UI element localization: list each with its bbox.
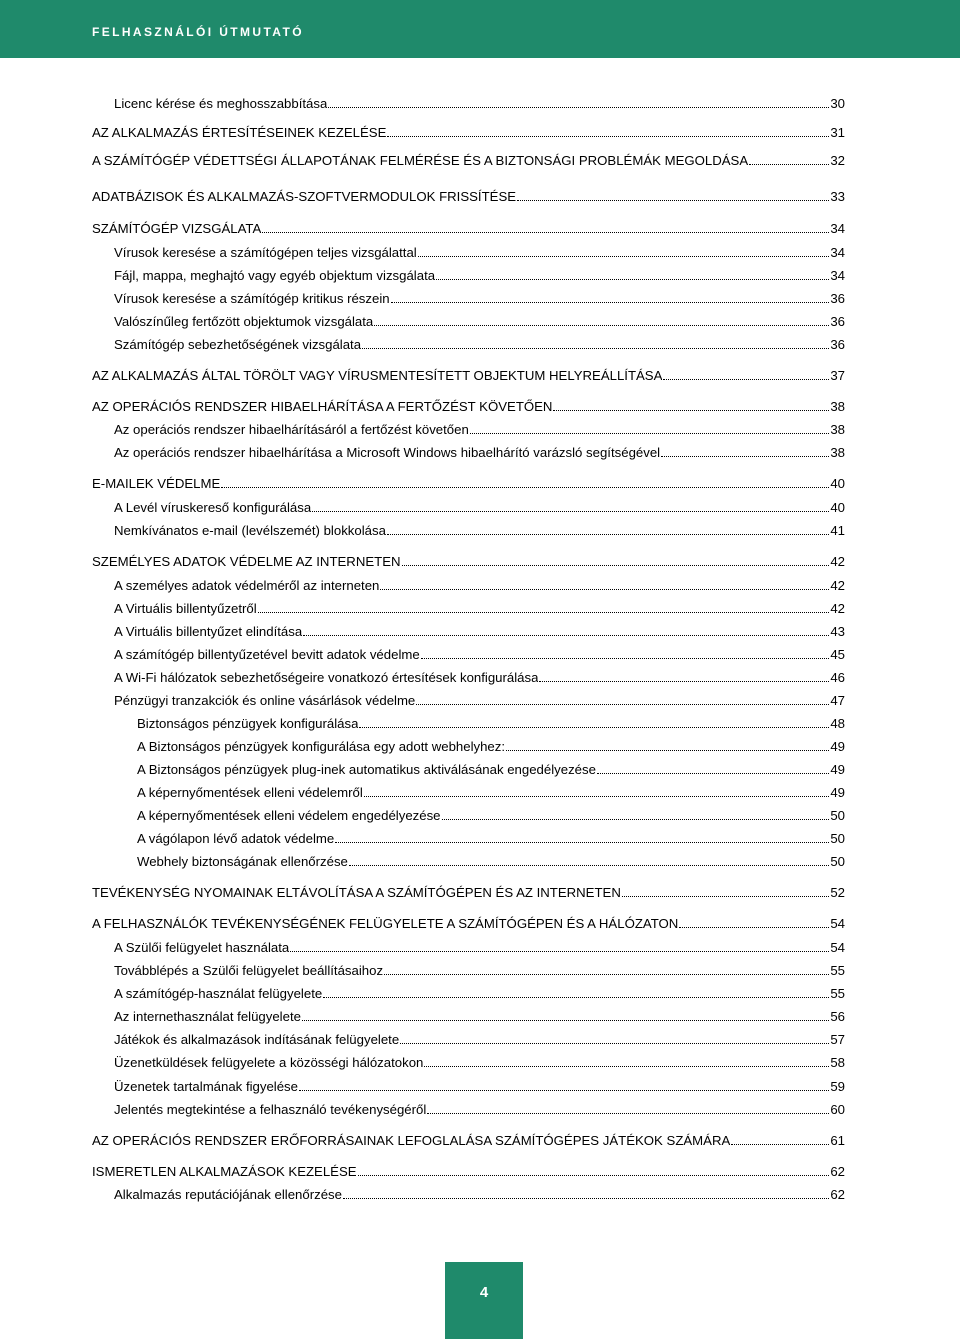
toc-entry[interactable] xyxy=(92,914,845,934)
dot-leader xyxy=(387,135,829,137)
toc-entry[interactable] xyxy=(92,883,845,903)
toc-entry[interactable] xyxy=(114,1077,845,1097)
toc-entry-title: Továbblépés a Szülői felügyelet beállításaihoz xyxy=(114,963,384,978)
dot-leader xyxy=(258,611,830,613)
toc-entry-title: A vágólapon lévő adatok védelme xyxy=(137,831,335,846)
dot-leader xyxy=(553,409,829,411)
dot-leader xyxy=(262,231,829,233)
toc-entry-title: Nemkívánatos e-mail (levélszemét) blokkolása xyxy=(114,523,386,538)
toc-entry[interactable] xyxy=(137,829,845,849)
toc-entry-page: 47 xyxy=(830,693,845,708)
toc-entry-title: Számítógép sebezhetőségének vizsgálata xyxy=(114,337,362,352)
toc-entry-page: 38 xyxy=(830,422,845,437)
dot-leader xyxy=(364,795,830,797)
toc-entry[interactable] xyxy=(114,622,845,642)
toc-entry-page: 62 xyxy=(830,1164,845,1179)
dot-leader xyxy=(661,455,829,457)
toc-entry[interactable] xyxy=(114,961,845,981)
toc-entry-page: 56 xyxy=(830,1009,845,1024)
dot-leader xyxy=(597,772,829,774)
toc-entry[interactable] xyxy=(114,1053,845,1073)
toc-entry-page: 59 xyxy=(830,1079,845,1094)
toc-entry-title: A Virtuális billentyűzet elindítása xyxy=(114,624,303,639)
toc-entry[interactable] xyxy=(137,852,845,872)
toc-entry[interactable] xyxy=(114,576,845,596)
toc-entry-page: 54 xyxy=(830,940,845,955)
dot-leader xyxy=(400,1042,829,1044)
toc-entry-title: TEVÉKENYSÉG NYOMAINAK ELTÁVOLÍTÁSA A SZÁMÍTÓGÉPEN ÉS AZ INTERNETEN xyxy=(92,885,621,900)
toc-entry[interactable] xyxy=(137,783,845,803)
toc-entry[interactable] xyxy=(92,1131,845,1151)
toc-entry-page: 42 xyxy=(830,601,845,616)
toc-entry-page: 36 xyxy=(830,314,845,329)
toc-entry[interactable] xyxy=(92,123,845,143)
toc-entry-title: AZ ALKALMAZÁS ÉRTESÍTÉSEINEK KEZELÉSE xyxy=(92,125,387,140)
toc-entry[interactable] xyxy=(92,397,845,417)
toc-entry[interactable] xyxy=(114,668,845,688)
document-title: FELHASZNÁLÓI ÚTMUTATÓ xyxy=(92,25,304,39)
toc-entry[interactable] xyxy=(114,312,845,332)
dot-leader xyxy=(749,163,829,165)
toc-entry-title: A Biztonságos pénzügyek konfigurálása egy adott webhelyhez: xyxy=(137,739,506,754)
dot-leader xyxy=(343,1197,829,1199)
toc-entry-title: A Biztonságos pénzügyek plug-inek automatikus aktiválásának engedélyezése xyxy=(137,762,596,777)
toc-entry-title: A Levél víruskereső konfigurálása xyxy=(114,500,312,515)
toc-entry-title: Vírusok keresése a számítógépen teljes vizsgálattal xyxy=(114,245,417,260)
toc-entry-page: 50 xyxy=(830,831,845,846)
dot-leader xyxy=(299,1089,829,1091)
toc-entry-title: Üzenetek tartalmának figyelése xyxy=(114,1079,298,1094)
toc-entry[interactable] xyxy=(114,243,845,263)
toc-entry[interactable] xyxy=(137,714,845,734)
toc-entry-page: 37 xyxy=(830,368,845,383)
toc-entry-page: 36 xyxy=(830,291,845,306)
toc-entry-title: A képernyőmentések elleni védelem engedélyezése xyxy=(137,808,441,823)
dot-leader xyxy=(358,1174,830,1176)
toc-entry-title: Biztonságos pénzügyek konfigurálása xyxy=(137,716,359,731)
toc-entry[interactable] xyxy=(92,187,845,207)
toc-entry-title: AZ OPERÁCIÓS RENDSZER ERŐFORRÁSAINAK LEFOGLALÁSA SZÁMÍTÓGÉPES JÁTÉKOK SZÁMÁRA xyxy=(92,1133,731,1148)
dot-leader xyxy=(679,926,829,928)
toc-entry-page: 57 xyxy=(830,1032,845,1047)
toc-entry-page: 38 xyxy=(830,445,845,460)
toc-entry-title: A Szülői felügyelet használata xyxy=(114,940,290,955)
dot-leader xyxy=(416,703,829,705)
toc-entry[interactable] xyxy=(114,1007,845,1027)
toc-entry[interactable] xyxy=(114,498,845,518)
toc-entry[interactable] xyxy=(114,1185,845,1205)
toc-entry-title: Webhely biztonságának ellenőrzése xyxy=(137,854,348,869)
toc-entry-title: Pénzügyi tranzakciók és online vásárlások védelme xyxy=(114,693,416,708)
toc-entry-page: 52 xyxy=(830,885,845,900)
dot-leader xyxy=(517,199,829,201)
toc-entry-page: 40 xyxy=(830,476,845,491)
toc-entry-page: 50 xyxy=(830,808,845,823)
toc-entry-page: 34 xyxy=(830,245,845,260)
toc-entry-page: 49 xyxy=(830,785,845,800)
toc-entry-page: 54 xyxy=(830,916,845,931)
toc-entry[interactable] xyxy=(92,474,845,494)
dot-leader xyxy=(221,486,829,488)
dot-leader xyxy=(442,818,830,820)
toc-entry-page: 42 xyxy=(830,578,845,593)
toc-entry-title: A Wi-Fi hálózatok sebezhetőségeire vonatkozó értesítések konfigurálása xyxy=(114,670,539,685)
toc-entry-title: A személyes adatok védelméről az interneten xyxy=(114,578,380,593)
toc-entry-page: 34 xyxy=(830,268,845,283)
toc-entry[interactable] xyxy=(114,266,845,286)
dot-leader xyxy=(335,841,829,843)
toc-entry-page: 34 xyxy=(830,221,845,236)
toc-entry-title: Alkalmazás reputációjának ellenőrzése xyxy=(114,1187,342,1202)
toc-entry[interactable] xyxy=(114,938,845,958)
toc-entry-title: A FELHASZNÁLÓK TEVÉKENYSÉGÉNEK FELÜGYELETE A SZÁMÍTÓGÉPEN ÉS A HÁLÓZATON xyxy=(92,916,679,931)
toc-entry[interactable] xyxy=(114,335,845,355)
toc-entry[interactable] xyxy=(92,366,845,386)
toc-entry[interactable] xyxy=(114,420,845,440)
toc-entry-page: 55 xyxy=(830,986,845,1001)
dot-leader xyxy=(506,749,829,751)
toc-entry-title: A számítógép-használat felügyelete xyxy=(114,986,323,1001)
toc-entry-page: 43 xyxy=(830,624,845,639)
dot-leader xyxy=(402,564,830,566)
dot-leader xyxy=(539,680,829,682)
dot-leader xyxy=(418,255,830,257)
toc-entry-page: 61 xyxy=(830,1133,845,1148)
toc-entry-page: 32 xyxy=(830,153,845,168)
dot-leader xyxy=(312,510,829,512)
toc-entry-page: 45 xyxy=(830,647,845,662)
toc-entry-page: 46 xyxy=(830,670,845,685)
toc-entry[interactable] xyxy=(92,552,845,572)
dot-leader xyxy=(421,657,830,659)
toc-entry-title: A SZÁMÍTÓGÉP VÉDETTSÉGI ÁLLAPOTÁNAK FELMÉRÉSE ÉS A BIZTONSÁGI PROBLÉMÁK MEGOLDÁSA xyxy=(92,153,749,168)
dot-leader xyxy=(362,347,829,349)
toc-entry[interactable] xyxy=(137,737,845,757)
toc-entry-title: A képernyőmentések elleni védelemről xyxy=(137,785,363,800)
toc-entry[interactable] xyxy=(137,760,845,780)
toc-entry-title: Valószínűleg fertőzött objektumok vizsgálata xyxy=(114,314,374,329)
dot-leader xyxy=(349,864,829,866)
dot-leader xyxy=(359,726,829,728)
toc-entry-page: 50 xyxy=(830,854,845,869)
dot-leader xyxy=(302,1019,829,1021)
dot-leader xyxy=(374,324,829,326)
toc-entry-page: 30 xyxy=(830,96,845,111)
toc-entry[interactable] xyxy=(114,1030,845,1050)
toc-entry-page: 60 xyxy=(830,1102,845,1117)
toc-entry-title: AZ OPERÁCIÓS RENDSZER HIBAELHÁRÍTÁSA A FERTŐZÉST KÖVETŐEN xyxy=(92,399,553,414)
toc-entry-title: Az internethasználat felügyelete xyxy=(114,1009,301,1024)
toc-entry-page: 40 xyxy=(830,500,845,515)
toc-entry-title: ISMERETLEN ALKALMAZÁSOK KEZELÉSE xyxy=(92,1164,357,1179)
toc-entry[interactable] xyxy=(114,984,845,1004)
toc-entry-title: ADATBÁZISOK ÉS ALKALMAZÁS-SZOFTVERMODULOK FRISSÍTÉSE xyxy=(92,189,517,204)
toc-entry[interactable] xyxy=(114,521,845,541)
dot-leader xyxy=(731,1143,829,1145)
dot-leader xyxy=(470,432,830,434)
toc-entry-page: 62 xyxy=(830,1187,845,1202)
toc-entry-page: 33 xyxy=(830,189,845,204)
toc-entry-title: E-MAILEK VÉDELME xyxy=(92,476,221,491)
toc-entry-title: Vírusok keresése a számítógép kritikus részein xyxy=(114,291,390,306)
toc-entry-title: SZEMÉLYES ADATOK VÉDELME AZ INTERNETEN xyxy=(92,554,401,569)
dot-leader xyxy=(424,1065,829,1067)
toc-entry[interactable] xyxy=(92,1162,845,1182)
dot-leader xyxy=(663,378,829,380)
dot-leader xyxy=(380,588,829,590)
toc-entry-title: Licenc kérése és meghosszabbítása xyxy=(114,96,328,111)
toc-entry[interactable] xyxy=(114,289,845,309)
toc-entry-page: 55 xyxy=(830,963,845,978)
toc-entry[interactable] xyxy=(114,599,845,619)
toc-entry-title: A Virtuális billentyűzetről xyxy=(114,601,257,616)
toc-entry-page: 49 xyxy=(830,762,845,777)
toc-entry-title: Jelentés megtekintése a felhasználó tevékenységéről xyxy=(114,1102,427,1117)
toc-entry[interactable] xyxy=(114,645,845,665)
toc-entry-title: Játékok és alkalmazások indításának felügyelete xyxy=(114,1032,400,1047)
toc-entry-page: 48 xyxy=(830,716,845,731)
toc-entry[interactable] xyxy=(92,151,845,171)
toc-entry[interactable] xyxy=(114,691,845,711)
dot-leader xyxy=(622,895,829,897)
dot-leader xyxy=(323,996,829,998)
toc-entry-title: A számítógép billentyűzetével bevitt adatok védelme xyxy=(114,647,420,662)
toc-entry[interactable] xyxy=(114,94,845,114)
toc-entry-title: Fájl, mappa, meghajtó vagy egyéb objektum vizsgálata xyxy=(114,268,436,283)
dot-leader xyxy=(391,301,830,303)
toc-entry[interactable] xyxy=(92,219,845,239)
toc-entry-title: AZ ALKALMAZÁS ÁLTAL TÖRÖLT VAGY VÍRUSMENTESÍTETT OBJEKTUM HELYREÁLLÍTÁSA xyxy=(92,368,663,383)
toc-entry-title: Az operációs rendszer hibaelhárításáról a fertőzést követően xyxy=(114,422,469,437)
dot-leader xyxy=(436,278,829,280)
dot-leader xyxy=(427,1112,829,1114)
toc-entry-title: Az operációs rendszer hibaelhárítása a Microsoft Windows hibaelhárító varázsló segítségével xyxy=(114,445,661,460)
toc-entry-page: 49 xyxy=(830,739,845,754)
toc-entry-title: Üzenetküldések felügyelete a közösségi hálózatokon xyxy=(114,1055,424,1070)
toc-entry-page: 42 xyxy=(830,554,845,569)
dot-leader xyxy=(290,950,829,952)
toc-entry[interactable] xyxy=(114,1100,845,1120)
toc-entry-page: 41 xyxy=(830,523,845,538)
toc-entry-page: 58 xyxy=(830,1055,845,1070)
dot-leader xyxy=(384,973,829,975)
page-number-box xyxy=(445,1262,523,1339)
toc-entry-page: 38 xyxy=(830,399,845,414)
toc-entry-page: 36 xyxy=(830,337,845,352)
page-number: 4 xyxy=(479,1284,489,1301)
toc-entry-page: 31 xyxy=(830,125,845,140)
toc-entry[interactable] xyxy=(114,443,845,463)
toc-entry-title: SZÁMÍTÓGÉP VIZSGÁLATA xyxy=(92,221,262,236)
dot-leader xyxy=(387,533,829,535)
dot-leader xyxy=(303,634,829,636)
dot-leader xyxy=(328,106,829,108)
toc-entry[interactable] xyxy=(137,806,845,826)
